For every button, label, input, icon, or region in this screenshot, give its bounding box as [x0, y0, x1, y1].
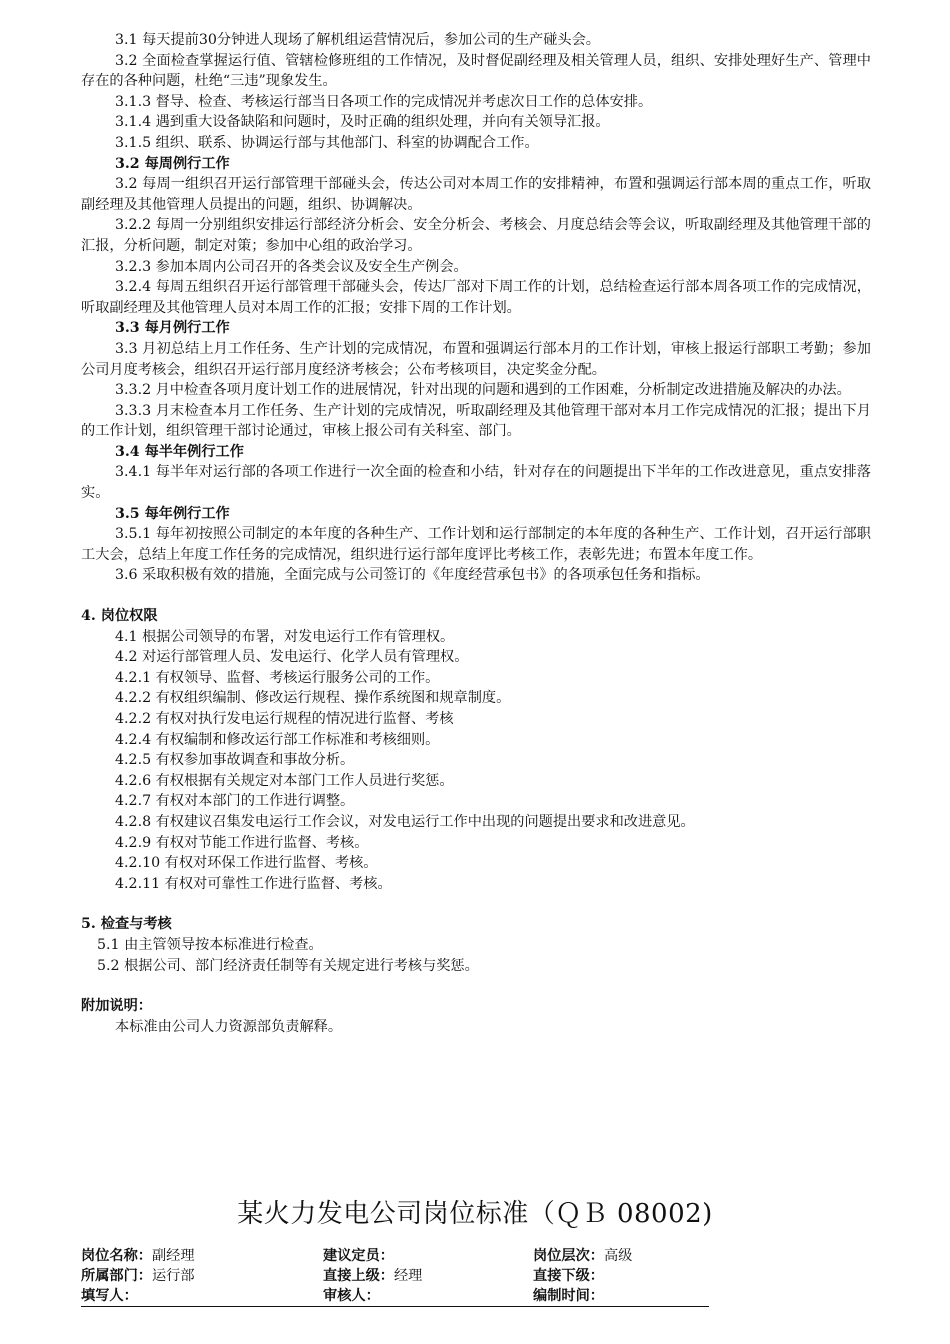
para-3-1-2: 3.2 全面检查掌握运行值、管辖检修班组的工作情况，及时督促副经理及相关管理人员，组织、安排处理好生产、管理中存在的各种问题，杜绝“三违”现象发生。 — [81, 52, 871, 90]
list-item: 4.2.2 有权对执行发电运行规程的情况进行监督、考核 — [115, 711, 454, 727]
list-item: 4.2.11 有权对可靠性工作进行监督、考核。 — [115, 875, 392, 892]
info-cell — [81, 1266, 323, 1286]
field-label-filled-by: 填写人： — [81, 1288, 138, 1304]
list-item: 4.2.7 有权对本部门的工作进行调整。 — [115, 793, 355, 810]
heading-3-2: 3.2 每周例行工作 — [115, 155, 230, 172]
heading-3-4: 3.4 每半年例行工作 — [115, 443, 244, 460]
field-label-superior: 直接上级： — [323, 1268, 394, 1284]
para-3-2-4: 3.2.4 每周五组织召开运行部管理干部碰头会，传达厂部对下周工作的计划，总结检查运行部本周各项工作的完成情况，听取副经理及其他管理人员对本周工作的汇报；安排下周的工作计划。 — [81, 279, 871, 316]
field-value-position: 副经理 — [151, 1248, 195, 1264]
heading-section-4: 4. 岗位权限 — [81, 608, 158, 625]
next-document-title: 某火力发电公司岗位标准（ＱＢ 08002) — [237, 1199, 713, 1229]
para-3-3-2: 3.3.2 月中检查各项月度计划工作的进展情况，针对出现的问题和遇到的工作困难，分析制定改进措施及解决的办法。 — [115, 382, 851, 399]
list-item: 5.2 根据公司、部门经济责任制等有关规定进行考核与奖惩。 — [97, 957, 479, 974]
para-3-1-1: 3.1 每天提前30分钟进人现场了解机组运营情况后，参加公司的生产碰头会。 — [115, 32, 600, 48]
list-item: 4.2 对运行部管理人员、发电运行、化学人员有管理权。 — [115, 649, 469, 666]
info-row — [81, 1286, 709, 1307]
info-cell — [81, 1286, 323, 1306]
info-cell — [323, 1286, 533, 1306]
heading-3-5: 3.5 每年例行工作 — [115, 505, 230, 522]
para-3-2-2: 3.2.2 每周一分别组织安排运行部经济分析会、安全分析会、考核会、月度总结会等会议，听取副经理及其他管理干部的汇报，分析问题，制定对策；参加中心组的政治学习。 — [81, 217, 871, 254]
para-3-2-3: 3.2.3 参加本周内公司召开的各类会议及安全生产例会。 — [115, 258, 468, 275]
heading-3-3: 3.3 每月例行工作 — [115, 320, 230, 337]
info-cell — [533, 1246, 709, 1266]
info-cell — [533, 1286, 709, 1306]
para-3-1-3: 3.1.3 督导、检查、考核运行部当日各项工作的完成情况并考虑次日工作的总体安排。 — [115, 93, 653, 110]
para-3-1-5: 3.1.5 组织、联系、协调运行部与其他部门、科室的协调配合工作。 — [115, 134, 539, 151]
para-3-3-3: 3.3.3 月末检查本月工作任务、生产计划的完成情况，听取副经理及其他管理干部对本月工作完成情况的汇报；提出下月的工作计划，组织管理干部讨论通过，审核上报公司有关科室、部门。 — [81, 402, 871, 440]
section-4-list — [81, 627, 871, 895]
field-label-date: 编制时间： — [533, 1288, 604, 1304]
list-item: 4.2.8 有权建议召集发电运行工作会议，对发电运行工作中出现的问题提出要求和改进意见。 — [115, 813, 695, 830]
info-cell — [533, 1266, 709, 1286]
info-row — [81, 1266, 709, 1286]
field-label-headcount: 建议定员： — [323, 1248, 394, 1264]
field-value-superior: 经理 — [393, 1268, 423, 1284]
list-item: 4.2.6 有权根据有关规定对本部门工作人员进行奖惩。 — [115, 772, 454, 789]
info-cell — [323, 1266, 533, 1286]
info-cell — [81, 1246, 323, 1266]
para-3-4-1: 3.4.1 每半年对运行部的各项工作进行一次全面的检查和小结，针对存在的问题提出下半年的工作改进意见，重点安排落实。 — [81, 464, 871, 502]
list-item: 4.2.9 有权对节能工作进行监督、考核。 — [115, 834, 369, 851]
field-label-level: 岗位层次： — [533, 1248, 604, 1264]
heading-section-5: 5. 检查与考核 — [81, 916, 172, 933]
list-item: 4.2.4 有权编制和修改运行部工作标准和考核细则。 — [115, 731, 440, 748]
appendix-heading: 附加说明： — [81, 998, 152, 1015]
field-label-subordinate: 直接下级： — [533, 1268, 604, 1284]
list-item: 4.2.1 有权领导、监督、考核运行服务公司的工作。 — [115, 669, 440, 686]
para-3-5-1: 3.5.1 每年初按照公司制定的本年度的各种生产、工作计划和运行部制定的本年度的各种生产、工作计划，召开运行部职工大会，总结上年度工作任务的完成情况，组织进行运行部年度评比考核工作，表彰先进；布置本年度工作。 — [81, 526, 871, 563]
field-value-department: 运行部 — [151, 1268, 195, 1284]
info-cell — [323, 1246, 533, 1266]
list-item: 4.1 根据公司领导的布署，对发电运行工作有管理权。 — [115, 628, 455, 645]
appendix-text: 本标准由公司人力资源部负责解释。 — [115, 1018, 343, 1035]
document-body — [81, 30, 871, 1037]
para-3-1-4: 3.1.4 遇到重大设备缺陷和问题时，及时正确的组织处理，并向有关领导汇报。 — [115, 114, 610, 131]
para-3-2-1: 3.2 每周一组织召开运行部管理干部碰头会，传达公司对本周工作的安排精神，布置和强调运行部本周的重点工作，听取副经理及其他管理人员提出的问题，组织、协调解决。 — [81, 176, 871, 213]
para-3-3-1: 3.3 月初总结上月工作任务、生产计划的完成情况，布置和强调运行部本月的工作计划，审核上报运行部职工考勤；参加公司月度考核会，组织召开运行部月度经济考核会；公布考核项目，决定奖金分配。 — [81, 340, 871, 378]
info-row — [81, 1246, 709, 1266]
list-item: 4.2.2 有权组织编制、修改运行规程、操作系统图和规章制度。 — [115, 690, 511, 707]
field-label-position: 岗位名称： — [81, 1248, 152, 1264]
job-info-table — [81, 1246, 709, 1307]
para-3-6: 3.6 采取积极有效的措施，全面完成与公司签订的《年度经营承包书》的各项承包任务和指标。 — [115, 567, 710, 584]
field-value-level: 高级 — [603, 1248, 633, 1264]
field-label-reviewer: 审核人： — [323, 1288, 380, 1304]
list-item: 5.1 由主管领导按本标准进行检查。 — [97, 936, 323, 953]
list-item: 4.2.10 有权对环保工作进行监督、考核。 — [115, 855, 378, 872]
list-item: 4.2.5 有权参加事故调查和事故分析。 — [115, 752, 355, 769]
field-label-department: 所属部门： — [81, 1268, 152, 1284]
